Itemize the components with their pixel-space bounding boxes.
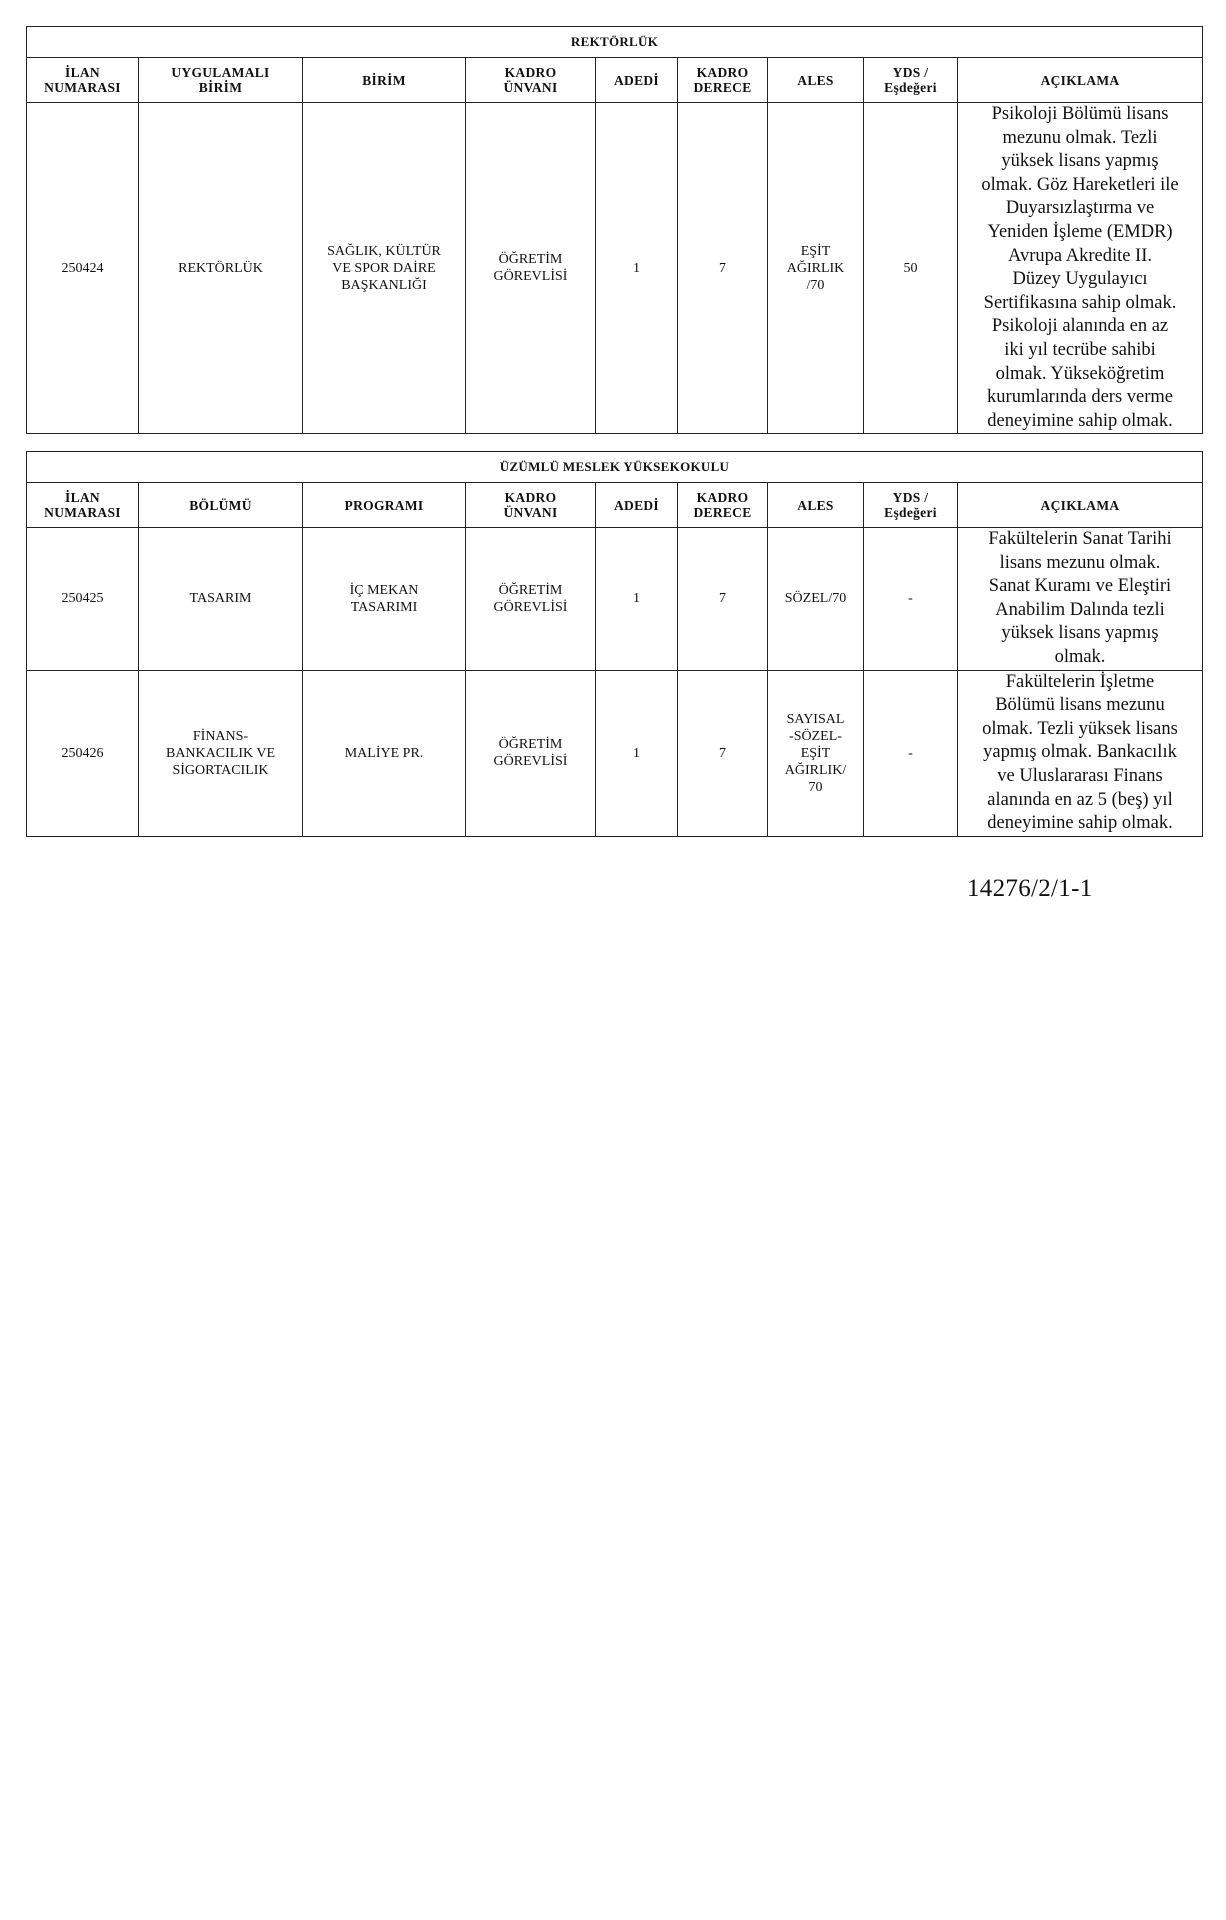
- cell-bolumu: TASARIM: [139, 528, 303, 671]
- header-ales: ALES: [768, 58, 864, 103]
- cell-programi: MALİYE PR.: [303, 670, 466, 836]
- cell-aciklama: Psikoloji Bölümü lisans mezunu olmak. Tezli yüksek lisans yapmış olmak. Göz Hareketleri ile Duyarsızlaştırma ve Yeniden İşleme (EMDR) Avrupa Akredite II. Düzey Uygulayıcı Sertifikasına sahip olmak. Psikoloji alanında en az iki yıl tecrübe sahibi olmak. Yükseköğretim kurumlarında ders verme deneyimine sahip olmak.: [958, 103, 1203, 434]
- cell-kadro-unvani: ÖĞRETİM GÖREVLİSİ: [466, 670, 596, 836]
- header-kadro-derece: KADRO DERECE: [678, 483, 768, 528]
- document-code: 14276/2/1-1: [967, 875, 1093, 902]
- cell-aciklama: Fakültelerin Sanat Tarihi lisans mezunu olmak. Sanat Kuramı ve Eleştiri Anabilim Dalında tezli yüksek lisans yapmış olmak.: [958, 528, 1203, 671]
- table-title: REKTÖRLÜK: [27, 27, 1203, 58]
- cell-ilan-numarasi: 250424: [27, 103, 139, 434]
- header-yds: YDS / Eşdeğeri: [864, 58, 958, 103]
- cell-ilan-numarasi: 250425: [27, 528, 139, 671]
- cell-ales: EŞİT AĞIRLIK /70: [768, 103, 864, 434]
- table-row: [27, 670, 1203, 836]
- header-kadro-unvani: KADRO ÜNVANI: [466, 483, 596, 528]
- header-adedi: ADEDİ: [596, 58, 678, 103]
- cell-kadro-unvani: ÖĞRETİM GÖREVLİSİ: [466, 103, 596, 434]
- header-ales: ALES: [768, 483, 864, 528]
- cell-ales: SÖZEL/70: [768, 528, 864, 671]
- cell-aciklama: Fakültelerin İşletme Bölümü lisans mezunu olmak. Tezli yüksek lisans yapmış olmak. Bankacılık ve Uluslararası Finans alanında en az 5 (beş) yıl deneyimine sahip olmak.: [958, 670, 1203, 836]
- header-kadro-derece: KADRO DERECE: [678, 58, 768, 103]
- header-birim: BİRİM: [303, 58, 466, 103]
- cell-kadro-derece: 7: [678, 670, 768, 836]
- table-row: [27, 528, 1203, 671]
- header-ilan-numarasi: İLAN NUMARASI: [27, 483, 139, 528]
- header-kadro-unvani: KADRO ÜNVANI: [466, 58, 596, 103]
- table-row: [27, 103, 1203, 434]
- cell-kadro-derece: 7: [678, 528, 768, 671]
- cell-bolumu: FİNANS- BANKACILIK VE SİGORTACILIK: [139, 670, 303, 836]
- cell-kadro-derece: 7: [678, 103, 768, 434]
- header-aciklama: AÇIKLAMA: [958, 483, 1203, 528]
- uzumlu-myo-table: [26, 451, 1203, 837]
- header-ilan-numarasi: İLAN NUMARASI: [27, 58, 139, 103]
- header-programi: PROGRAMI: [303, 483, 466, 528]
- cell-uygulamali-birim: REKTÖRLÜK: [139, 103, 303, 434]
- cell-yds: -: [864, 528, 958, 671]
- header-bolumu: BÖLÜMÜ: [139, 483, 303, 528]
- cell-yds: -: [864, 670, 958, 836]
- rektorluk-table: [26, 26, 1203, 434]
- cell-ilan-numarasi: 250426: [27, 670, 139, 836]
- header-yds: YDS / Eşdeğeri: [864, 483, 958, 528]
- cell-birim: SAĞLIK, KÜLTÜR VE SPOR DAİRE BAŞKANLIĞI: [303, 103, 466, 434]
- cell-ales: SAYISAL -SÖZEL- EŞİT AĞIRLIK/ 70: [768, 670, 864, 836]
- cell-adedi: 1: [596, 670, 678, 836]
- cell-programi: İÇ MEKAN TASARIMI: [303, 528, 466, 671]
- cell-adedi: 1: [596, 528, 678, 671]
- header-adedi: ADEDİ: [596, 483, 678, 528]
- cell-kadro-unvani: ÖĞRETİM GÖREVLİSİ: [466, 528, 596, 671]
- cell-yds: 50: [864, 103, 958, 434]
- table-title: ÜZÜMLÜ MESLEK YÜKSEKOKULU: [27, 452, 1203, 483]
- header-aciklama: AÇIKLAMA: [958, 58, 1203, 103]
- header-uygulamali-birim: UYGULAMALI BİRİM: [139, 58, 303, 103]
- cell-adedi: 1: [596, 103, 678, 434]
